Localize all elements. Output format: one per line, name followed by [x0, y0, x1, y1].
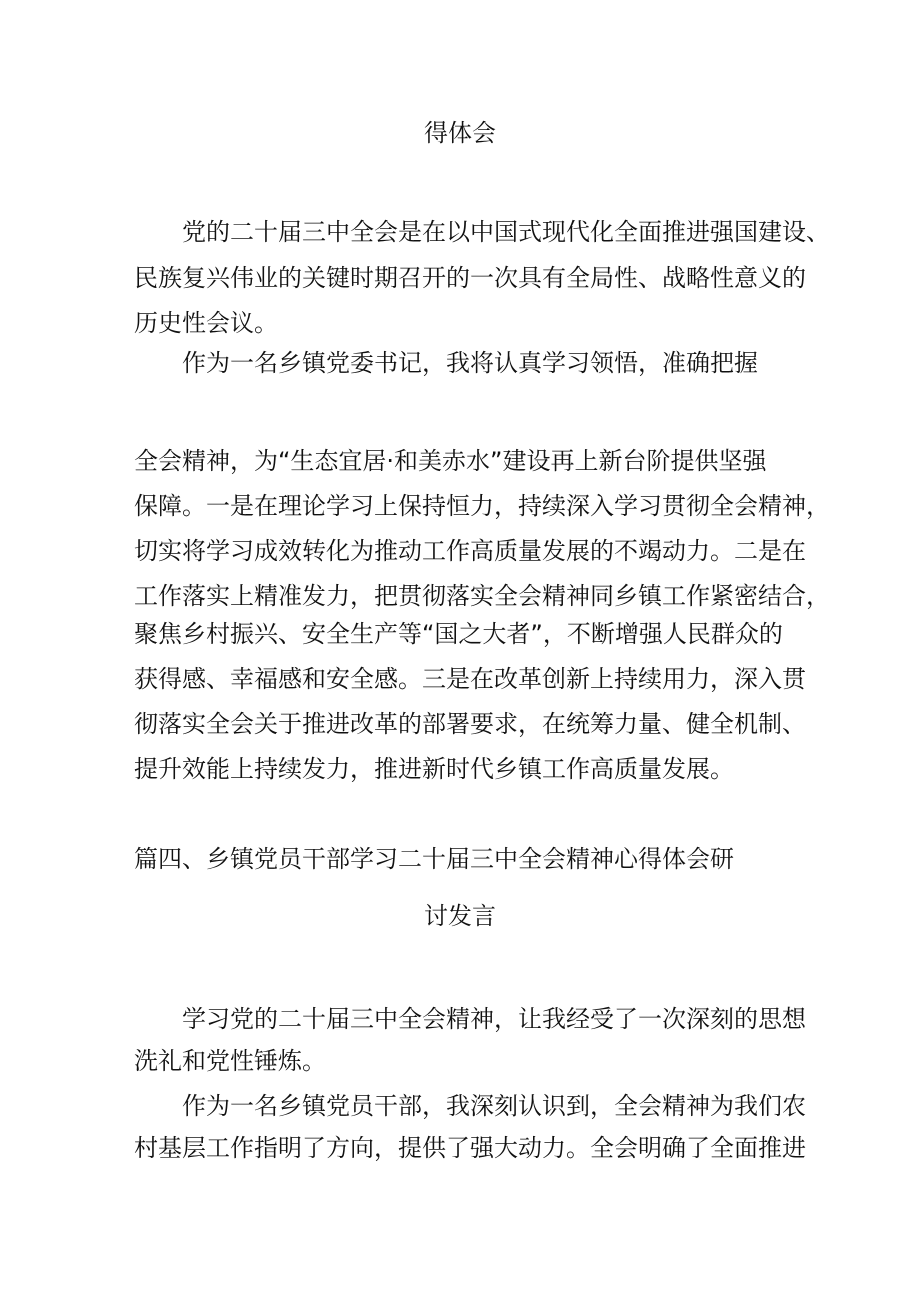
paragraph-line: 作为一名乡镇党委书记，我将认真学习领悟，准确把握 [182, 349, 758, 377]
paragraph-line: 党的二十届三中全会是在以中国式现代化全面推进强国建设、 [182, 218, 830, 246]
paragraph-line: 全会精神，为“生态宜居·和美赤水”建设再上新台阶提供坚强 [134, 447, 767, 475]
paragraph-line: 聚焦乡村振兴、安全生产等“国之大者”，不断增强人民群众的 [134, 620, 783, 648]
section-title-tail: 得体会 [424, 119, 496, 147]
paragraph-line: 作为一名乡镇党员干部，我深刻认识到，全会精神为我们农 [182, 1092, 806, 1120]
section-title: 篇四、乡镇党员干部学习二十届三中全会精神心得体会研 [134, 845, 734, 873]
paragraph-line: 提升效能上持续发力，推进新时代乡镇工作高质量发展。 [134, 755, 734, 783]
paragraph-line: 学习党的二十届三中全会精神，让我经受了一次深刻的思想 [182, 1005, 806, 1033]
paragraph-line: 工作落实上精准发力，把贯彻落实全会精神同乡镇工作紧密结合， [134, 582, 830, 610]
paragraph-line: 彻落实全会关于推进改革的部署要求，在统筹力量、健全机制、 [134, 710, 806, 738]
paragraph-line: 村基层工作指明了方向，提供了强大动力。全会明确了全面推进 [134, 1134, 806, 1162]
paragraph-line: 切实将学习成效转化为推动工作高质量发展的不竭动力。二是在 [134, 537, 806, 565]
paragraph-line: 民族复兴伟业的关键时期召开的一次具有全局性、战略性意义的 [134, 264, 806, 292]
paragraph-line: 洗礼和党性锤炼。 [134, 1047, 326, 1075]
paragraph-line: 获得感、幸福感和安全感。三是在改革创新上持续用力，深入贯 [134, 665, 806, 693]
section-title-continued: 讨发言 [424, 902, 496, 930]
paragraph-line: 保障。一是在理论学习上保持恒力，持续深入学习贯彻全会精神， [134, 492, 830, 520]
paragraph-line: 历史性会议。 [134, 309, 278, 337]
